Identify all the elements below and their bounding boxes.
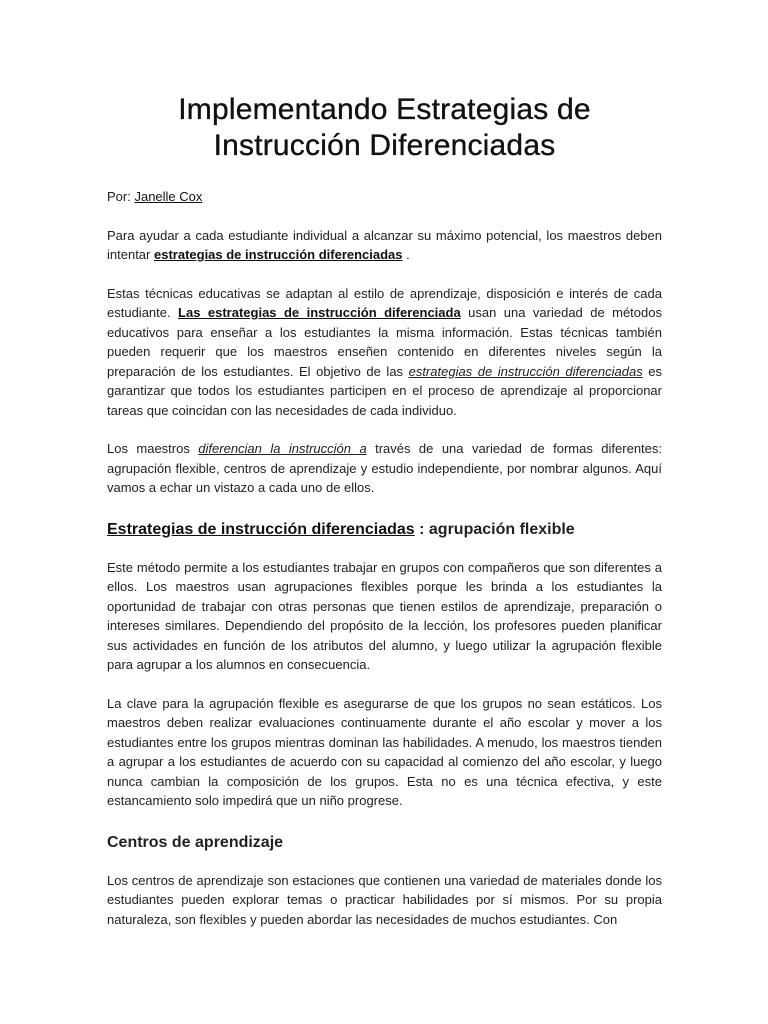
paragraph-text: Estas técnicas educativas se adaptan al estilo de aprendizaje, disposición e interés de cada estudiante.: [107, 285, 662, 320]
heading-learning-centers: Centros de aprendizaje: [107, 833, 284, 851]
paragraph-text: través de una variedad de formas diferentes: agrupación flexible, centros de aprendizaje y estudio independiente, por nombrar algunos. Aquí vamos a echar un vistazo a cada uno de ellos.: [107, 441, 662, 495]
heading-text: : agrupación flexible: [414, 520, 575, 538]
title-line-2: Instrucción Diferenciadas: [213, 129, 556, 162]
author-link[interactable]: Janelle Cox: [134, 189, 203, 204]
byline-prefix: Por:: [107, 189, 135, 204]
paragraph-text: .: [402, 247, 410, 262]
paragraph-intro: [107, 226, 662, 265]
title-line-1: Implementando Estrategias de: [178, 93, 591, 126]
heading-strategies-link[interactable]: Estrategias de instrucción diferenciadas: [107, 520, 415, 538]
paragraph-centers: Los centros de aprendizaje son estaciones que contienen una variedad de materiales donde los estudiantes pueden explorar temas o practicar habilidades por sí mismos. Por su propia naturaleza, son flexibles y pueden abordar las necesidades de muchos estudiantes. Con: [107, 872, 662, 927]
paragraph-key: La clave para la agrupación flexible es asegurarse de que los grupos no sean estáticos. Los maestros deben realizar evaluaciones continuamente durante el año escolar y mover a los estudiantes entre los grupos mientras dominan las habilidades. A menudo, los maestros tienden a agrupar a los estudiantes de acuerdo con su capacidad al comienzo del año escolar, y luego nunca cambian la composición de los grupos. Esta no es una técnica efectiva, y este estancamiento solo impedirá que un niño progrese.: [107, 695, 662, 808]
paragraph-text: usan una variedad de métodos educativos para enseñar a los estudiantes la misma información. Estas técnicas también pueden requerir que los maestros enseñen contenido en diferentes niveles según la preparación de los estudiantes. El objetivo de las: [107, 305, 662, 379]
page-title: [107, 0, 662, 164]
paragraph-method: Este método permite a los estudiantes trabajar en grupos con compañeros que son diferentes a ellos. Los maestros usan agrupaciones flexibles porque les brinda a los estudiantes la oportunidad de trabajar con otras personas que tienen estilos de aprendizaje, preparación o intereses similares. Dependiendo del propósito de la lección, los profesores pueden planificar sus actividades en función de los atributos del alumno, y luego utilizar la agrupación flexible para agrupar a los alumnos en consecuencia.: [107, 559, 662, 672]
paragraph-teachers: [107, 439, 662, 498]
paragraph-text: es garantizar que todos los estudiantes participen en el proceso de aprendizaje al proporcionar tareas que coincidan con las necesidades de cada individuo.: [107, 363, 663, 418]
byline: [107, 187, 662, 207]
strategies-link-bold[interactable]: Las estrategias de instrucción diferenciada: [178, 305, 461, 320]
strategies-link[interactable]: estrategias de instrucción diferenciadas: [153, 247, 403, 262]
strategies-link-italic[interactable]: estrategias de instrucción diferenciadas: [408, 363, 643, 379]
paragraph-text: Para ayudar a cada estudiante individual a alcanzar su máximo potencial, los maestros deben intentar: [107, 227, 662, 262]
paragraph-text: Los maestros: [107, 441, 199, 456]
differentiate-link[interactable]: diferencian la instrucción a: [198, 441, 367, 456]
paragraph-techniques: [107, 284, 662, 421]
heading-flexible-grouping: [107, 520, 662, 540]
